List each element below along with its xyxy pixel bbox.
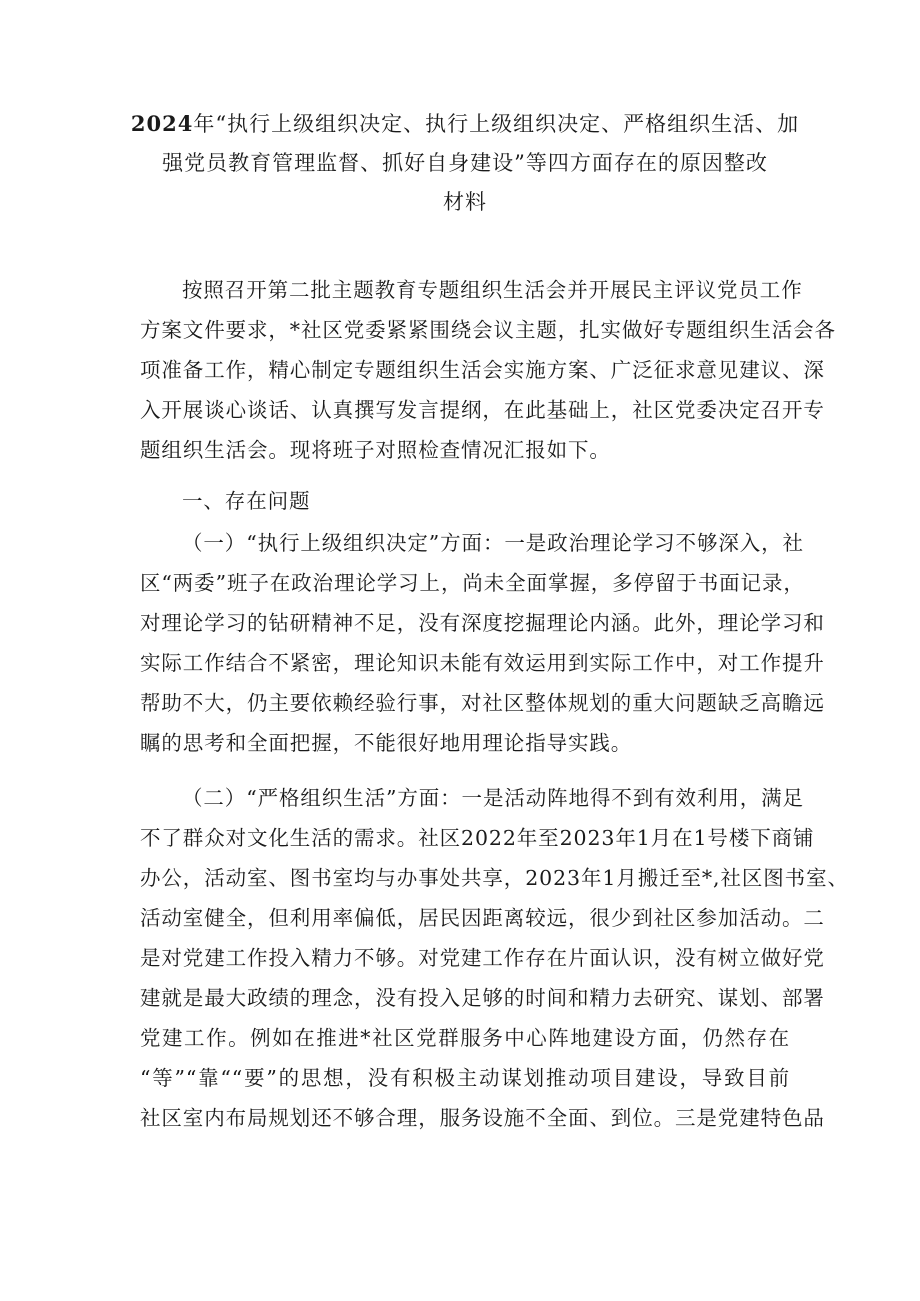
text-line: 党建工作。例如在推进*社区党群服务中心阵地建设方面，仍然存在 [140, 1026, 790, 1050]
text-line: （二）“严格组织生活”方面：一是活动阵地得不到有效利用，满足 [182, 786, 804, 810]
text-line: 区“两委”班子在政治理论学习上，尚未全面掌握，多停留于书面记录， [140, 571, 805, 595]
title-line-1: 2024年“执行上级组织决定、执行上级组织决定、严格组织生活、加 [130, 111, 800, 136]
text-line: 题组织生活会。现将班子对照检查情况汇报如下。 [140, 438, 611, 462]
document-title [120, 104, 810, 222]
text-line: “等”“靠““要”的思想，没有积极主动谋划推动项目建设，导致目前 [140, 1066, 790, 1090]
title-year: 2024 [130, 111, 194, 136]
text-line: 社区室内布局规划还不够合理，服务设施不全面、到位。三是党建特色品 [140, 1106, 825, 1130]
text-line: 方案文件要求，*社区党委紧紧围绕会议主题，扎实做好专题组织生活会各 [140, 318, 836, 342]
title-line-2: 强党员教育管理监督、抓好自身建设”等四方面存在的原因整改 [162, 151, 768, 175]
text-line: 按照召开第二批主题教育专题组织生活会并开展民主评议党员工作 [182, 278, 803, 302]
text-line: 建就是最大政绩的理念，没有投入足够的时间和精力去研究、谋划、部署 [140, 986, 825, 1010]
text-line: 对理论学习的钻研精神不足，没有深度挖掘理论内涵。此外，理论学习和 [140, 611, 825, 635]
text-line: 实际工作结合不紧密，理论知识未能有效运用到实际工作中，对工作提升 [140, 651, 825, 675]
paragraph-intro [140, 270, 836, 470]
text-line: 是对党建工作投入精力不够。对党建工作存在片面认识，没有树立做好党 [140, 946, 825, 970]
text-line: 办公，活动室、图书室均与办事处共享，2023年1月搬迁至*,社区图书室、 [140, 866, 849, 890]
title-line-3: 材料 [443, 190, 487, 214]
text-line: 帮助不大，仍主要依赖经验行事，对社区整体规划的重大问题缺乏高瞻远 [140, 691, 825, 715]
paragraph-item-1 [140, 523, 825, 763]
text-line: 入开展谈心谈话、认真撰写发言提纲，在此基础上，社区党委决定召开专 [140, 398, 825, 422]
text-line: （一）“执行上级组织决定”方面：一是政治理论学习不够深入，社 [182, 531, 804, 555]
text-line: 不了群众对文化生活的需求。社区2022年至2023年1月在1号楼下商铺 [140, 826, 815, 850]
paragraph-item-2 [140, 778, 849, 1138]
section-heading-text: 一、存在问题 [182, 489, 311, 513]
section-heading [140, 481, 790, 521]
text-line: 项准备工作，精心制定专题组织生活会实施方案、广泛征求意见建议、深 [140, 358, 825, 382]
text-line: 瞩的思考和全面把握，不能很好地用理论指导实践。 [140, 731, 633, 755]
text-line: 活动室健全，但利用率偏低，居民因距离较远，很少到社区参加活动。二 [140, 906, 825, 930]
